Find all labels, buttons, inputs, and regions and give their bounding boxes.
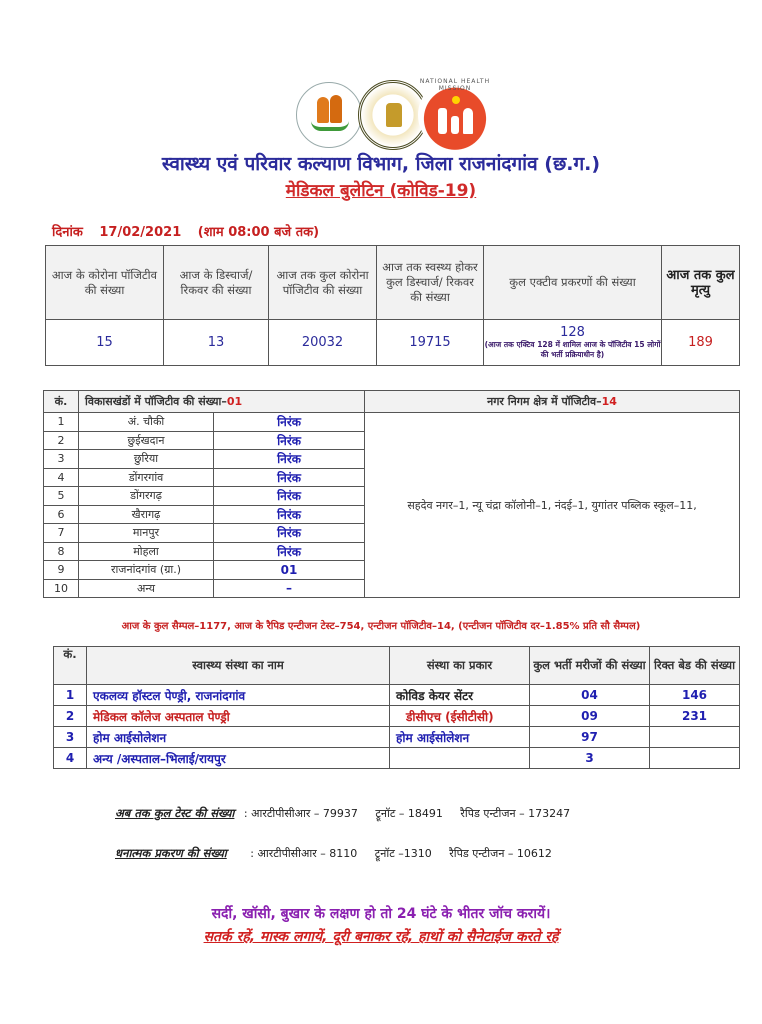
header-today-positive: आज के कोरोना पॉजिटीव की संख्या bbox=[46, 246, 164, 320]
today-discharged-value: 13 bbox=[164, 320, 269, 366]
city-header-label: नगर निगम क्षेत्र में पॉजिटीव– bbox=[487, 395, 602, 408]
table-row bbox=[54, 748, 740, 769]
admitted-count: 04 bbox=[530, 685, 650, 706]
positive-tests-label: धनात्मक प्रकरण की संख्या bbox=[115, 846, 227, 860]
table-row bbox=[54, 685, 740, 706]
block-name: डोंगरगांव bbox=[79, 468, 214, 487]
block-name: राजनांदगांव (ग्रा.) bbox=[79, 561, 214, 580]
institution-name: अन्य /अस्पताल–भिलाई/रायपुर bbox=[87, 748, 390, 769]
sample-summary-line: आज के कुल सैम्पल–1177, आज के रैपिड एन्टीजन टेस्ट–754, एन्टीजन पॉजिटीव–14, (एन्टीजन पॉजिटीव दर–1.85% प्रति सौ सैम्पल) bbox=[121, 621, 641, 632]
total-recovered-value: 19715 bbox=[377, 320, 484, 366]
active-cell bbox=[484, 320, 662, 366]
safety-advice bbox=[0, 927, 762, 946]
block-name: छुईखदान bbox=[79, 431, 214, 450]
inst-sn-header: कं. bbox=[54, 647, 87, 685]
block-value: 01 bbox=[214, 561, 365, 580]
row-sn: 4 bbox=[54, 748, 87, 769]
vacant-beds: 231 bbox=[650, 706, 740, 727]
institutions-header-row bbox=[54, 647, 740, 685]
total-tests-label: अब तक कुल टेस्ट की संख्या bbox=[115, 806, 235, 820]
bulletin-title bbox=[0, 178, 762, 201]
summary-header-row bbox=[46, 246, 740, 320]
department-title: स्वास्थ्य एवं परिवार कल्याण विभाग, जिला राजनांदगांव (छ.ग.) bbox=[161, 153, 601, 175]
block-value: निरंक bbox=[214, 505, 365, 524]
total-rapid-antigen: रैपिड एन्टीजन – 173247 bbox=[460, 807, 571, 820]
summary-value-row bbox=[46, 320, 740, 366]
inst-type-header: संस्था का प्रकार bbox=[390, 647, 530, 685]
active-value: 128 bbox=[560, 325, 585, 340]
total-rtpcr: : आरटीपीसीआर – 79937 bbox=[243, 807, 358, 820]
row-sn: 5 bbox=[44, 487, 79, 506]
header-total-positive: आज तक कुल कोरोना पॉजिटीव की संख्या bbox=[269, 246, 377, 320]
blocks-header-row bbox=[44, 391, 740, 413]
row-sn: 3 bbox=[54, 727, 87, 748]
block-name: छुरिया bbox=[79, 450, 214, 469]
summary-table bbox=[45, 245, 740, 366]
family-welfare-logo-icon bbox=[296, 82, 362, 148]
header-active: कुल एक्टीव प्रकरणों की संख्या bbox=[484, 246, 662, 320]
institution-type bbox=[390, 748, 530, 769]
admitted-count: 97 bbox=[530, 727, 650, 748]
total-tests-line bbox=[115, 806, 584, 821]
city-header-count: 14 bbox=[601, 395, 617, 408]
date-label: दिनांक bbox=[52, 225, 83, 240]
total-truenat: ट्रूनॉट – 18491 bbox=[375, 807, 443, 820]
admitted-count: 3 bbox=[530, 748, 650, 769]
header-today-discharged: आज के डिस्चार्ज/रिकवर की संख्या bbox=[164, 246, 269, 320]
block-value: निरंक bbox=[214, 431, 365, 450]
bulletin-title-text: मेडिकल बुलेटिन (कोविड-19) bbox=[285, 181, 477, 201]
row-sn: 2 bbox=[44, 431, 79, 450]
vacant-beds: 146 bbox=[650, 685, 740, 706]
row-sn: 9 bbox=[44, 561, 79, 580]
block-value: निरंक bbox=[214, 468, 365, 487]
time-note: (शाम 08:00 बजे तक) bbox=[197, 225, 320, 240]
block-value: निरंक bbox=[214, 524, 365, 543]
institution-type: डीसीएच (ईसीटीसी) bbox=[390, 706, 530, 727]
row-sn: 6 bbox=[44, 505, 79, 524]
block-name: खैरागढ़ bbox=[79, 505, 214, 524]
blocks-header bbox=[79, 391, 365, 413]
positive-rtpcr: : आरटीपीसीआर – 8110 bbox=[250, 847, 358, 860]
blocks-header-label: विकासखंडों में पॉजिटीव की संख्या– bbox=[85, 395, 227, 408]
date-line bbox=[52, 222, 331, 240]
nhm-logo-icon bbox=[418, 78, 492, 152]
table-row bbox=[44, 413, 740, 432]
block-value: निरंक bbox=[214, 487, 365, 506]
block-value: – bbox=[214, 579, 365, 598]
admitted-count: 09 bbox=[530, 706, 650, 727]
blocks-sn-header: कं. bbox=[44, 391, 79, 413]
block-positive-table bbox=[43, 390, 740, 598]
block-name: अन्य bbox=[79, 579, 214, 598]
city-details: सहदेव नगर–1, न्यू चंद्रा कॉलोनी–1, नंदई–1, युगांतर पब्लिक स्कूल–11, bbox=[365, 413, 740, 598]
block-name: मानपुर bbox=[79, 524, 214, 543]
table-row bbox=[54, 727, 740, 748]
city-header bbox=[365, 391, 740, 413]
symptom-advice: सर्दी, खॉसी, बुखार के लक्षण हो तो 24 घंटे के भीतर जॉच करायें। bbox=[211, 906, 551, 922]
table-row bbox=[54, 706, 740, 727]
block-value: निरंक bbox=[214, 450, 365, 469]
header-total-recovered: आज तक स्वस्थ्य होकर कुल डिस्चार्ज/ रिकवर की संख्या bbox=[377, 246, 484, 320]
active-note: (आज तक एक्टिव 128 में शामिल आज के पॉजिटीव 15 लोगों की भर्ती प्रक्रियाधीन है) bbox=[484, 340, 661, 359]
positive-truenat: ट्रूनॉट –1310 bbox=[374, 847, 432, 860]
header-deaths: आज तक कुल मृत्यु bbox=[662, 246, 740, 320]
block-name: मोहला bbox=[79, 542, 214, 561]
institution-name: मेडिकल कॉलेज अस्पताल पेण्ड्री bbox=[87, 706, 390, 727]
row-sn: 1 bbox=[44, 413, 79, 432]
header-logos bbox=[296, 78, 496, 148]
institution-name: होम आईसोलेशन bbox=[87, 727, 390, 748]
institution-type: होम आईसोलेशन bbox=[390, 727, 530, 748]
row-sn: 8 bbox=[44, 542, 79, 561]
block-value: निरंक bbox=[214, 413, 365, 432]
block-name: अं. चौकी bbox=[79, 413, 214, 432]
row-sn: 3 bbox=[44, 450, 79, 469]
total-positive-value: 20032 bbox=[269, 320, 377, 366]
inst-admitted-header: कुल भर्ती मरीजों की संख्या bbox=[530, 647, 650, 685]
nhm-logo-text: NATIONAL HEALTH MISSION bbox=[419, 78, 491, 92]
blocks-header-count: 01 bbox=[226, 395, 243, 408]
block-name: डोंगरगढ़ bbox=[79, 487, 214, 506]
deaths-value: 189 bbox=[662, 320, 740, 366]
positive-tests-line bbox=[115, 846, 566, 861]
institutions-table bbox=[53, 646, 740, 769]
institution-type: कोविड केयर सेंटर bbox=[390, 685, 530, 706]
vacant-beds bbox=[650, 727, 740, 748]
row-sn: 10 bbox=[44, 579, 79, 598]
row-sn: 1 bbox=[54, 685, 87, 706]
row-sn: 7 bbox=[44, 524, 79, 543]
today-positive-value: 15 bbox=[46, 320, 164, 366]
inst-name-header: स्वास्थ्य संस्था का नाम bbox=[87, 647, 390, 685]
row-sn: 2 bbox=[54, 706, 87, 727]
positive-rapid-antigen: रैपिड एन्टीजन – 10612 bbox=[449, 847, 552, 860]
row-sn: 4 bbox=[44, 468, 79, 487]
block-value: निरंक bbox=[214, 542, 365, 561]
institution-name: एकलव्य हॉस्टल पेण्ड्री, राजनांदगांव bbox=[87, 685, 390, 706]
vacant-beds bbox=[650, 748, 740, 769]
inst-vacant-header: रिक्त बेड की संख्या bbox=[650, 647, 740, 685]
safety-advice-text: सतर्क रहें, मास्क लगायें, दूरी बनाकर रहें, हाथों को सैनेटाईज करते रहें bbox=[203, 929, 559, 945]
date-value: 17/02/2021 bbox=[99, 225, 182, 240]
